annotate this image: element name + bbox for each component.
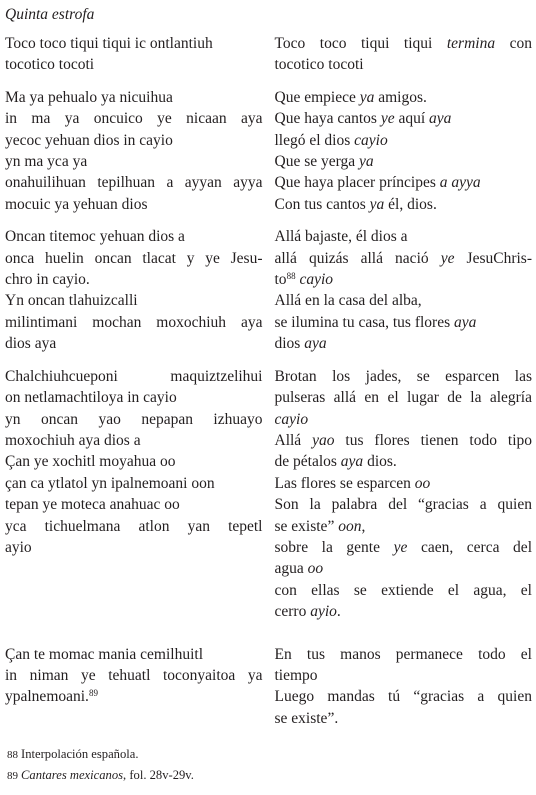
footnotes bbox=[7, 744, 194, 786]
spanish-line bbox=[275, 387, 533, 408]
text-run: él, dios. bbox=[384, 195, 437, 213]
spanish-line bbox=[275, 290, 533, 311]
stanza-2 bbox=[4, 87, 532, 215]
stanza-table bbox=[4, 33, 532, 729]
text-run: caen, cerca del bbox=[407, 538, 532, 556]
stanza-heading: Quinta estrofa bbox=[5, 6, 95, 23]
italic-word: termina bbox=[446, 35, 496, 52]
spanish-column bbox=[275, 226, 533, 354]
nahuatl-line: tepan ye moteca anahuac oo bbox=[5, 496, 180, 514]
nahuatl-column bbox=[4, 87, 263, 215]
italic-word: oon bbox=[338, 517, 362, 535]
text-run: Son la palabra del “gracias a quien bbox=[274, 496, 532, 514]
italic-word: ye bbox=[440, 249, 455, 267]
nahuatl-column bbox=[4, 33, 263, 76]
text-run: tiempo bbox=[274, 666, 318, 684]
nahuatl-line: in ma ya oncuico ye nicaan aya bbox=[5, 110, 263, 128]
spanish-line bbox=[275, 130, 533, 151]
italic-word: ya bbox=[359, 153, 374, 171]
text-run: pulseras allá en el lugar de la alegría bbox=[274, 389, 532, 407]
italic-word: aya bbox=[429, 110, 452, 128]
spanish-line bbox=[275, 601, 533, 622]
nahuatl-line: yn oncan yao nepapan izhuayo bbox=[5, 410, 263, 428]
spanish-column bbox=[275, 33, 533, 76]
italic-word: ya bbox=[359, 88, 375, 106]
nahuatl-line: moxochiuh aya dios a bbox=[5, 431, 141, 449]
italic-word: ye bbox=[393, 538, 408, 556]
spanish-line bbox=[275, 226, 533, 247]
stanza-5 bbox=[4, 644, 532, 730]
footnote-number: 89 bbox=[7, 770, 18, 782]
nahuatl-line: chro in cayio. bbox=[5, 271, 90, 289]
nahuatl-line: Toco toco tiqui tiqui ic ontlantiuh bbox=[5, 35, 213, 52]
nahuatl-line: on netlamachtiloya in cayio bbox=[5, 389, 177, 407]
text-run: Allá bajaste, él dios a bbox=[274, 228, 408, 246]
stanza-1 bbox=[4, 33, 532, 76]
italic-word: oo bbox=[307, 560, 324, 578]
nahuatl-line: ayio bbox=[5, 538, 32, 556]
spanish-line bbox=[275, 451, 533, 472]
text-run: sobre la gente bbox=[274, 538, 394, 556]
text-run: tus flores tienen todo tipo bbox=[334, 431, 533, 449]
spanish-column bbox=[275, 366, 533, 623]
italic-word: yao bbox=[312, 431, 335, 449]
text-run: cerro bbox=[274, 603, 311, 621]
spanish-line bbox=[275, 312, 533, 333]
spanish-line bbox=[275, 516, 533, 537]
spanish-line bbox=[275, 172, 533, 193]
text-run: to bbox=[274, 271, 287, 289]
text-run: se existe” bbox=[274, 517, 339, 535]
text-run: Allá en la casa del alba, bbox=[274, 292, 422, 310]
text-run: Brotan los jades, se esparcen las bbox=[274, 367, 532, 385]
spanish-line bbox=[275, 248, 533, 269]
spanish-line bbox=[275, 366, 533, 387]
italic-word: ya bbox=[369, 195, 385, 213]
spanish-column bbox=[275, 87, 533, 215]
nahuatl-line: ypalnemoani.$^{89}$ bbox=[5, 688, 98, 706]
text-run: Luego mandas tú “gracias a quien bbox=[274, 688, 532, 706]
nahuatl-line: mocuic ya yehuan dios bbox=[5, 195, 148, 213]
text-run: agua bbox=[274, 560, 308, 578]
nahuatl-line: tocotico tocoti bbox=[5, 56, 95, 74]
spanish-line bbox=[275, 87, 533, 108]
spanish-line bbox=[275, 473, 533, 494]
text-run: dios bbox=[274, 335, 305, 353]
footnote-number: 88 bbox=[7, 749, 18, 761]
spanish-line bbox=[275, 558, 533, 579]
text-run: En tus manos permanece todo el bbox=[274, 645, 532, 663]
spanish-line bbox=[275, 194, 533, 215]
text-run: dios. bbox=[363, 453, 397, 471]
footnote-text: Interpolación española. bbox=[21, 747, 139, 761]
nahuatl-line: Oncan titemoc yehuan dios a bbox=[5, 228, 185, 246]
footnote-ref: 89 bbox=[88, 688, 98, 699]
text-run: con bbox=[495, 35, 532, 52]
spanish-column bbox=[275, 644, 533, 730]
text-run: , bbox=[361, 517, 366, 535]
nahuatl-line: Chalchiuhcueponi maquiztzelihui bbox=[5, 367, 263, 385]
text-run: JesuChris- bbox=[454, 249, 532, 267]
italic-word: a ayya bbox=[439, 174, 481, 192]
italic-word: ye bbox=[380, 110, 395, 128]
footnote-89 bbox=[7, 765, 194, 786]
spanish-line bbox=[275, 269, 533, 290]
stanza-3 bbox=[4, 226, 532, 354]
italic-word: aya bbox=[340, 453, 364, 471]
italic-word: aya bbox=[304, 335, 327, 353]
spanish-line bbox=[275, 686, 533, 707]
italic-word: cayio bbox=[354, 131, 388, 149]
nahuatl-line: Yn oncan tlahuizcalli bbox=[5, 292, 138, 310]
nahuatl-line: yn ma yca ya bbox=[5, 153, 88, 171]
spanish-line bbox=[275, 537, 533, 558]
spanish-line bbox=[275, 151, 533, 172]
footnote-source-title: Cantares mexicanos bbox=[21, 768, 124, 782]
text-run: se ilumina tu casa, tus flores bbox=[274, 313, 454, 331]
text-run: aquí bbox=[394, 110, 430, 128]
nahuatl-line: yecoc yehuan dios in cayio bbox=[5, 131, 173, 149]
text-run: Que empiece bbox=[274, 88, 360, 106]
footnote-ref: 88 bbox=[286, 271, 296, 282]
nahuatl-column bbox=[4, 366, 263, 623]
italic-word: cayio bbox=[299, 271, 334, 289]
italic-word: oo bbox=[414, 474, 431, 492]
text-run: amigos. bbox=[374, 88, 427, 106]
text-run: con ellas se extiende el agua, el bbox=[274, 581, 532, 599]
nahuatl-column bbox=[4, 226, 263, 354]
italic-word: aya bbox=[454, 313, 477, 331]
footnote-text: , fol. 28v-29v. bbox=[123, 768, 194, 782]
italic-word: cayio bbox=[274, 410, 309, 428]
spanish-line bbox=[275, 665, 533, 686]
stanza-4 bbox=[4, 366, 532, 623]
text-run: se existe”. bbox=[274, 709, 339, 727]
nahuatl-line: milintimani mochan moxochiuh aya bbox=[5, 313, 263, 331]
text-run: Que se yerga bbox=[274, 153, 360, 171]
nahuatl-column bbox=[4, 644, 263, 730]
text-run: allá quizás allá nació bbox=[274, 249, 441, 267]
text-run: Que haya placer príncipes bbox=[274, 174, 440, 192]
nahuatl-line: yca tichuelmana atlon yan tepetl bbox=[5, 517, 263, 535]
nahuatl-line: onahuilihuan tepilhuan a ayyan ayya bbox=[5, 174, 263, 192]
text-run: Toco toco tiqui tiqui bbox=[274, 35, 447, 52]
text-run: llegó el dios bbox=[274, 131, 355, 149]
text-run: de pétalos bbox=[274, 453, 341, 471]
nahuatl-line: in niman ye tehuatl toconyaitoa ya bbox=[5, 666, 263, 684]
text-run: Allá bbox=[274, 431, 313, 449]
spanish-line bbox=[275, 333, 533, 354]
text-run: . bbox=[336, 603, 341, 621]
spanish-line bbox=[275, 108, 533, 129]
footnote-88 bbox=[7, 744, 194, 765]
nahuatl-line: Çan ye xochitl moyahua oo bbox=[5, 453, 176, 471]
text-run: Que haya cantos bbox=[274, 110, 381, 128]
nahuatl-line: Ma ya pehualo ya nicuihua bbox=[5, 88, 173, 106]
spanish-line bbox=[275, 708, 533, 729]
nahuatl-line: onca huelin oncan tlacat y ye Jesu- bbox=[5, 249, 263, 267]
spanish-line bbox=[275, 33, 533, 54]
text-run: Las flores se esparcen bbox=[274, 474, 415, 492]
nahuatl-line: çan ca ytlatol yn ipalnemoani oon bbox=[5, 474, 215, 492]
text-run: tocotico tocoti bbox=[274, 56, 364, 74]
spanish-line bbox=[275, 430, 533, 451]
italic-word: ayio bbox=[310, 603, 337, 621]
nahuatl-line: Çan te momac mania cemilhuitl bbox=[5, 645, 203, 663]
nahuatl-line: dios aya bbox=[5, 335, 57, 353]
spanish-line bbox=[275, 580, 533, 601]
spanish-line bbox=[275, 54, 533, 75]
spanish-line bbox=[275, 494, 533, 515]
document-page bbox=[4, 4, 532, 740]
spanish-line bbox=[275, 644, 533, 665]
text-run: Con tus cantos bbox=[274, 195, 370, 213]
spanish-line bbox=[275, 409, 533, 430]
